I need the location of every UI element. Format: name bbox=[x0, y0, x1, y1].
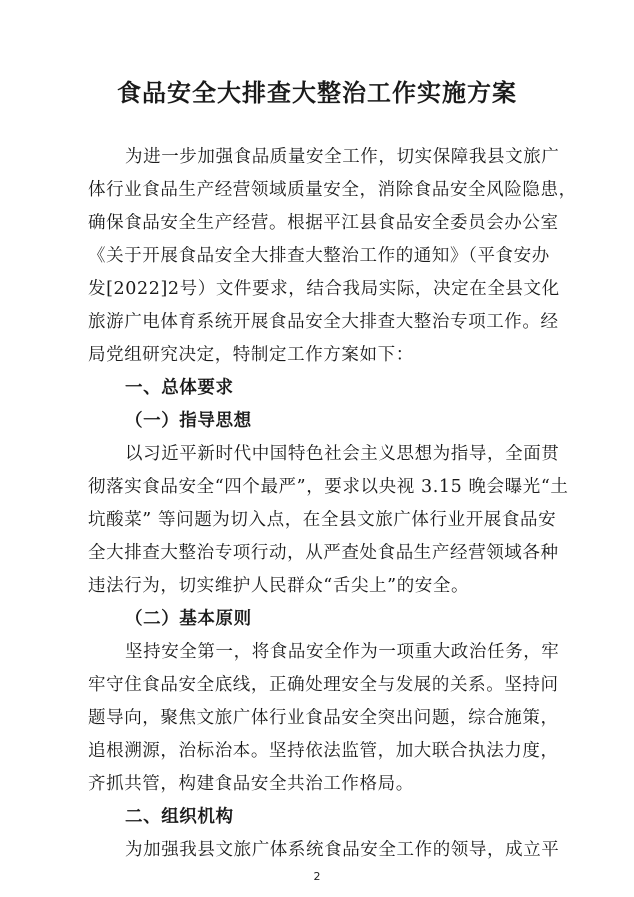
section-heading: 二、组织机构 bbox=[125, 807, 234, 827]
page-number: 2 bbox=[313, 870, 321, 883]
paragraph-line: 追根溯源，治标治本。坚持依法监管，加大联合执法力度， bbox=[88, 741, 559, 761]
paragraph-line: 题导向，聚焦文旅广体行业食品安全突出问题，综合施策， bbox=[88, 708, 559, 728]
paragraph-line: 以习近平新时代中国特色社会主义思想为指导，全面贯 bbox=[125, 444, 560, 464]
paragraph-line: 为进一步加强食品质量安全工作，切实保障我县文旅广 bbox=[125, 147, 560, 167]
paragraph-line: 旅游广电体育系统开展食品安全大排查大整治专项工作。经 bbox=[88, 312, 559, 332]
paragraph-line: 坑酸菜” 等问题为切入点，在全县文旅广体行业开展食品安 bbox=[88, 510, 557, 530]
paragraph-line: 为加强我县文旅广体系统食品安全工作的领导，成立平 bbox=[125, 840, 560, 860]
paragraph-line: 体行业食品生产经营领域质量安全，消除食品安全风险隐患， bbox=[88, 180, 577, 200]
document-title: 食品安全大排查大整治工作实施方案 bbox=[117, 78, 517, 107]
paragraph-line: 彻落实食品安全“四个最严”，要求以央视 3.15 晚会曝光“土 bbox=[88, 477, 569, 497]
paragraph-line: 《关于开展食品安全大排查大整治工作的通知》（平食安办 bbox=[88, 246, 550, 266]
paragraph-line: 发[2022]2号）文件要求，结合我局实际，决定在全县文化 bbox=[88, 279, 560, 299]
paragraph-line: 确保食品安全生产经营。根据平江县食品安全委员会办公室 bbox=[88, 213, 559, 233]
subsection-heading: （二）基本原则 bbox=[125, 609, 252, 629]
paragraph-line: 牢守住食品安全底线，正确处理安全与发展的关系。坚持问 bbox=[88, 675, 559, 695]
paragraph-line: 齐抓共管，构建食品安全共治工作格局。 bbox=[88, 774, 414, 794]
section-heading: 一、总体要求 bbox=[125, 378, 234, 398]
paragraph-line: 局党组研究决定，特制定工作方案如下： bbox=[88, 345, 414, 365]
paragraph-line: 全大排查大整治专项行动，从严查处食品生产经营领域各种 bbox=[88, 543, 559, 563]
paragraph-line: 违法行为，切实维护人民群众“舌尖上”的安全。 bbox=[88, 576, 470, 596]
subsection-heading: （一）指导思想 bbox=[125, 411, 252, 431]
paragraph-line: 坚持安全第一，将食品安全作为一项重大政治任务，牢 bbox=[125, 642, 560, 662]
